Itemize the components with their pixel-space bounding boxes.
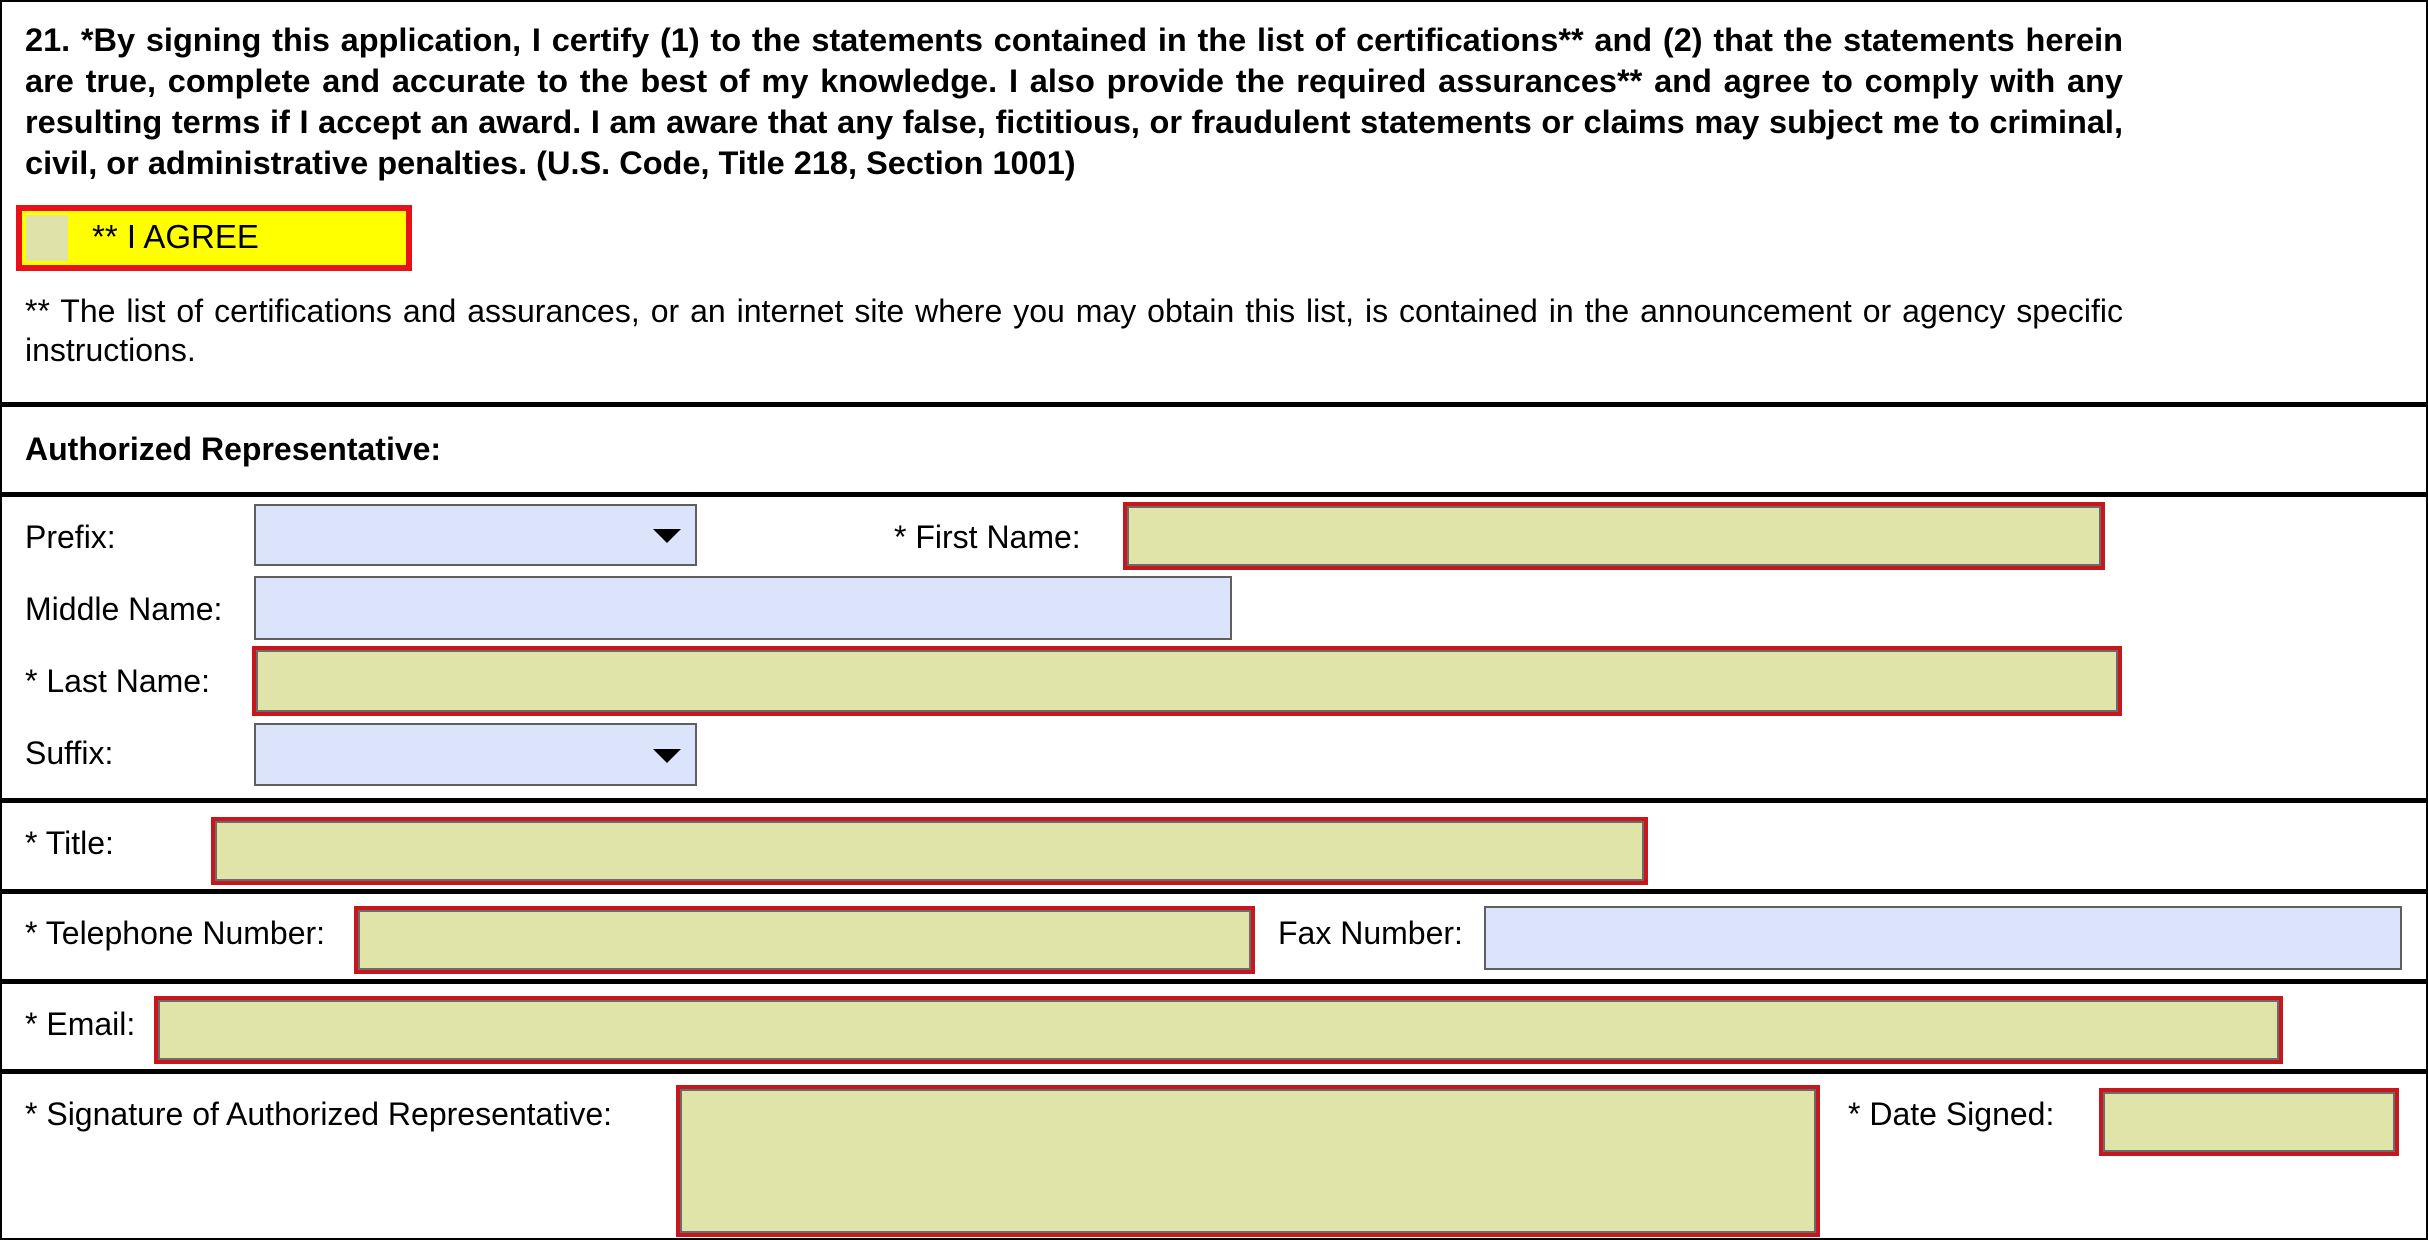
date-signed-label: * Date Signed: [1848, 1096, 2055, 1132]
suffix-label: Suffix: [25, 735, 114, 771]
telephone-input[interactable] [354, 906, 1255, 974]
divider [2, 492, 2426, 497]
last-name-input[interactable] [252, 646, 2122, 716]
title-label: * Title: [25, 825, 114, 861]
date-signed-input[interactable] [2099, 1088, 2399, 1156]
signature-field[interactable] [676, 1085, 1820, 1237]
certifications-note: ** The list of certifications and assurances, or an internet site where you may obtain this list, is contained in the announcement or agency specific instructions. [25, 293, 2123, 368]
i-agree-label: ** I AGREE [92, 218, 259, 255]
first-name-input[interactable] [1123, 502, 2105, 570]
middle-name-input[interactable] [254, 576, 1232, 640]
authorized-representative-heading: Authorized Representative: [25, 431, 442, 467]
divider [2, 798, 2426, 803]
certification-statement: 21. *By signing this application, I certify (1) to the statements contained in the list of certifications** and (2) that the statements herein are true, complete and accurate to the best of my knowledge. I also provide the required assurances** and agree to comply with any resulting terms if I accept an award. I am aware that any false, fictitious, or fraudulent statements or claims may subject me to criminal, civil, or administrative penalties. (U.S. Code, Title 218, Section 1001) [25, 22, 2123, 181]
chevron-down-icon[interactable] [653, 529, 681, 543]
divider [2, 402, 2426, 407]
telephone-label: * Telephone Number: [25, 915, 326, 951]
prefix-select[interactable] [254, 504, 697, 566]
fax-input[interactable] [1484, 906, 2402, 970]
email-input[interactable] [154, 996, 2283, 1064]
last-name-label: * Last Name: [25, 663, 210, 699]
title-input[interactable] [211, 817, 1648, 885]
middle-name-label: Middle Name: [25, 591, 223, 627]
divider [2, 889, 2426, 894]
fax-label: Fax Number: [1278, 915, 1463, 951]
email-label: * Email: [25, 1006, 136, 1042]
chevron-down-icon[interactable] [653, 749, 681, 763]
suffix-select[interactable] [254, 723, 697, 786]
divider [2, 979, 2426, 984]
first-name-label: * First Name: [894, 519, 1081, 555]
prefix-label: Prefix: [25, 519, 116, 555]
checkbox-square[interactable] [26, 215, 68, 261]
signature-label: * Signature of Authorized Representative: [25, 1096, 613, 1132]
i-agree-checkbox[interactable] [16, 205, 412, 271]
divider [2, 1069, 2426, 1074]
